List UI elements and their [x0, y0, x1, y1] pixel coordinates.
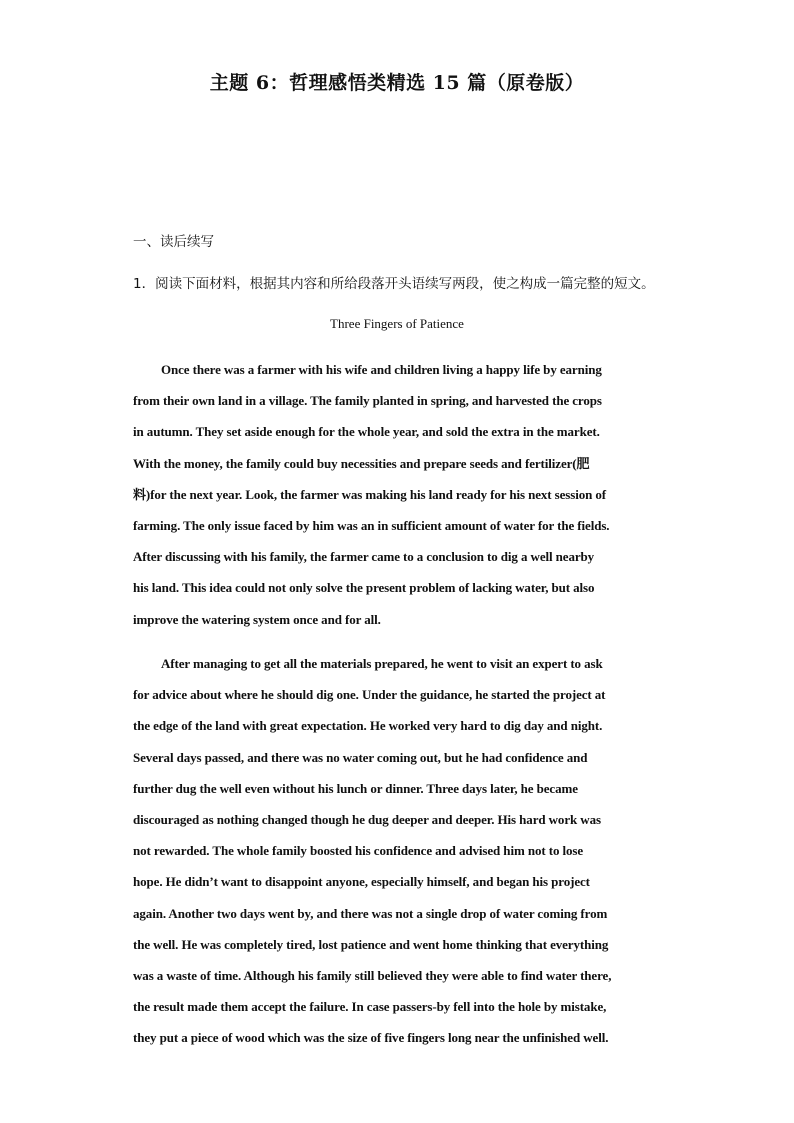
- paragraph-line: the edge of the land with great expectation. He worked very hard to dig day and night.: [133, 718, 603, 734]
- section-heading: 一、读后续写: [133, 234, 214, 250]
- paragraph-line: further dug the well even without his lunch or dinner. Three days later, he became: [133, 780, 578, 796]
- paragraph: [133, 648, 663, 1053]
- paragraph-line: discouraged as nothing changed though he dug deeper and deeper. His hard work was: [133, 811, 601, 827]
- paragraph-line: the result made them accept the failure. In case passers-by fell into the hole by mistake,: [133, 999, 607, 1015]
- paragraph-line: for advice about where he should dig one. Under the guidance, he started the project at: [133, 687, 606, 703]
- paragraph-line: his land. This idea could not only solve the present problem of lacking water, but also: [133, 580, 595, 596]
- paragraph-line: After discussing with his family, the farmer came to a conclusion to dig a well nearby: [133, 549, 595, 565]
- passage-title: Three Fingers of Patience: [330, 316, 464, 331]
- paragraph-line: the well. He was completely tired, lost patience and went home thinking that everything: [133, 936, 609, 952]
- page-title: 主题 6：哲理感悟类精选 15 篇（原卷版）: [209, 72, 585, 94]
- paragraph-line: After managing to get all the materials prepared, he went to visit an expert to ask: [161, 656, 603, 671]
- paragraph-line: was a waste of time. Although his family still believed they were able to find water there,: [133, 967, 612, 983]
- paragraph-line: again. Another two days went by, and there was not a single drop of water coming from: [133, 905, 608, 921]
- paragraph-line: in autumn. They set aside enough for the whole year, and sold the extra in the market.: [133, 424, 600, 440]
- paragraph-line: Once there was a farmer with his wife and children living a happy life by earning: [161, 362, 602, 377]
- paragraph-line: they put a piece of wood which was the size of five fingers long near the unfinished well.: [133, 1030, 609, 1046]
- paragraph-line: improve the watering system once and for all.: [133, 611, 381, 627]
- paragraph-line: not rewarded. The whole family boosted his confidence and advised him not to lose: [133, 843, 584, 859]
- paragraph-line: With the money, the family could buy necessities and prepare seeds and fertilizer(肥: [133, 455, 590, 471]
- paragraph-line: Several days passed, and there was no water coming out, but he had confidence and: [133, 749, 588, 765]
- paragraph-line: farming. The only issue faced by him was an in sufficient amount of water for the fields.: [133, 517, 610, 533]
- instruction-text: 1．阅读下面材料，根据其内容和所给段落开头语续写两段，使之构成一篇完整的短文。: [133, 276, 655, 292]
- paragraph: [133, 354, 663, 635]
- paragraph-line: hope. He didn’t want to disappoint anyone, especially himself, and began his project: [133, 874, 590, 890]
- paragraph-line: from their own land in a village. The family planted in spring, and harvested the crops: [133, 393, 602, 409]
- paragraph-line: 料)for the next year. Look, the farmer was making his land ready for his next session of: [133, 486, 607, 502]
